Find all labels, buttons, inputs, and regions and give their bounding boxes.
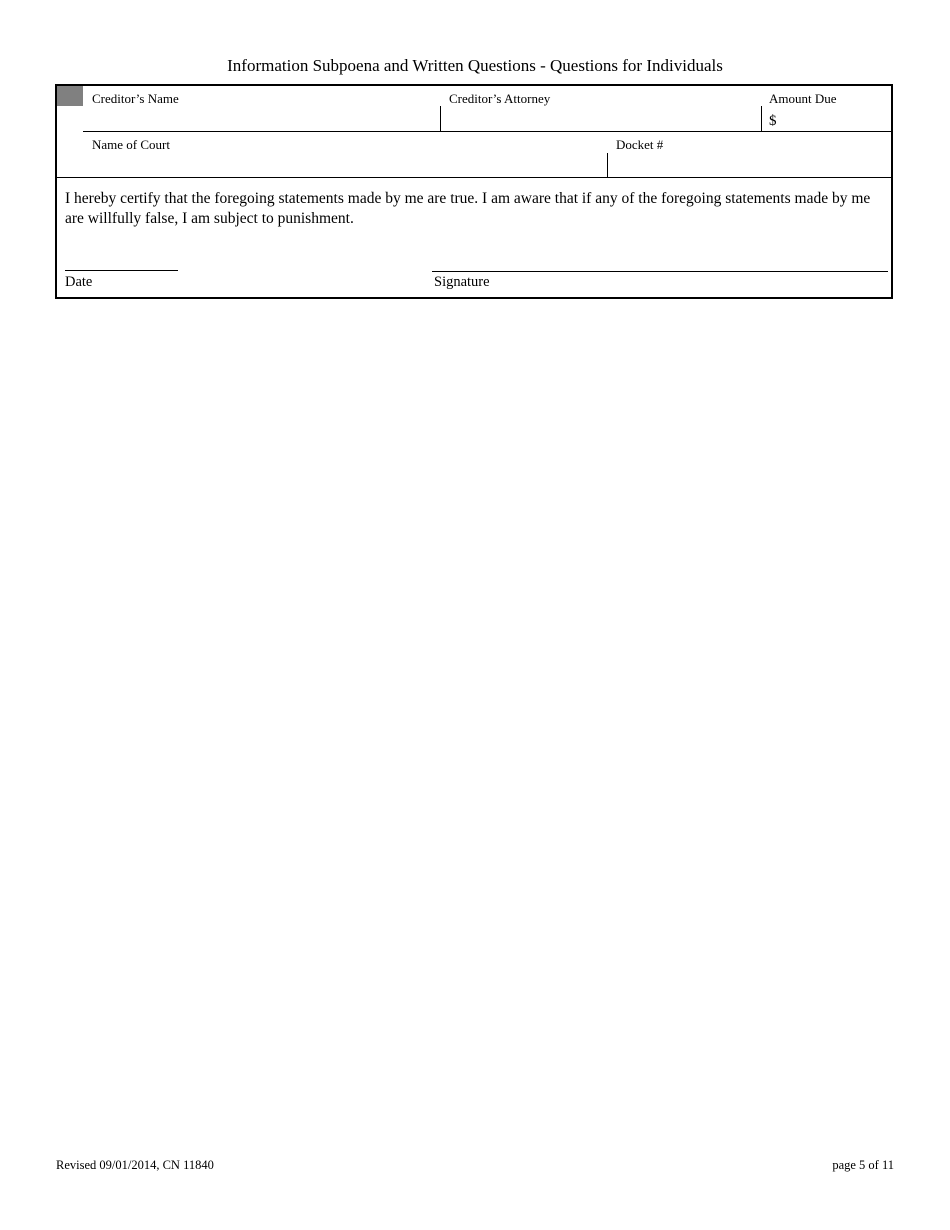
signature-label: Signature bbox=[434, 274, 490, 290]
revision-note: Revised 09/01/2014, CN 11840 bbox=[56, 1158, 214, 1172]
creditor-attorney-label: Creditor’s Attorney bbox=[449, 91, 551, 106]
docket-label: Docket # bbox=[616, 137, 664, 152]
section-divider bbox=[57, 177, 893, 178]
divider-amount-due bbox=[761, 106, 762, 132]
date-line[interactable] bbox=[65, 270, 178, 271]
section-marker bbox=[57, 86, 83, 106]
court-name-label: Name of Court bbox=[92, 137, 170, 152]
caption-form bbox=[55, 84, 893, 299]
creditor-name-label: Creditor’s Name bbox=[92, 91, 179, 106]
page-number: page 5 of 11 bbox=[832, 1158, 894, 1172]
signature-line[interactable] bbox=[432, 271, 888, 272]
certification-statement: I hereby certify that the foregoing statements made by me are true. I am aware that if any of the foregoing statements made by me are willfully false, I am subject to punishment. bbox=[65, 190, 871, 227]
row-divider bbox=[83, 131, 893, 132]
date-label: Date bbox=[65, 274, 93, 290]
divider-docket bbox=[607, 153, 608, 177]
divider-creditor-attorney bbox=[440, 106, 441, 132]
page-title: Information Subpoena and Written Questions - Questions for Individuals bbox=[227, 56, 723, 75]
amount-due-label: Amount Due bbox=[769, 91, 837, 106]
amount-due-currency: $ bbox=[769, 113, 777, 129]
